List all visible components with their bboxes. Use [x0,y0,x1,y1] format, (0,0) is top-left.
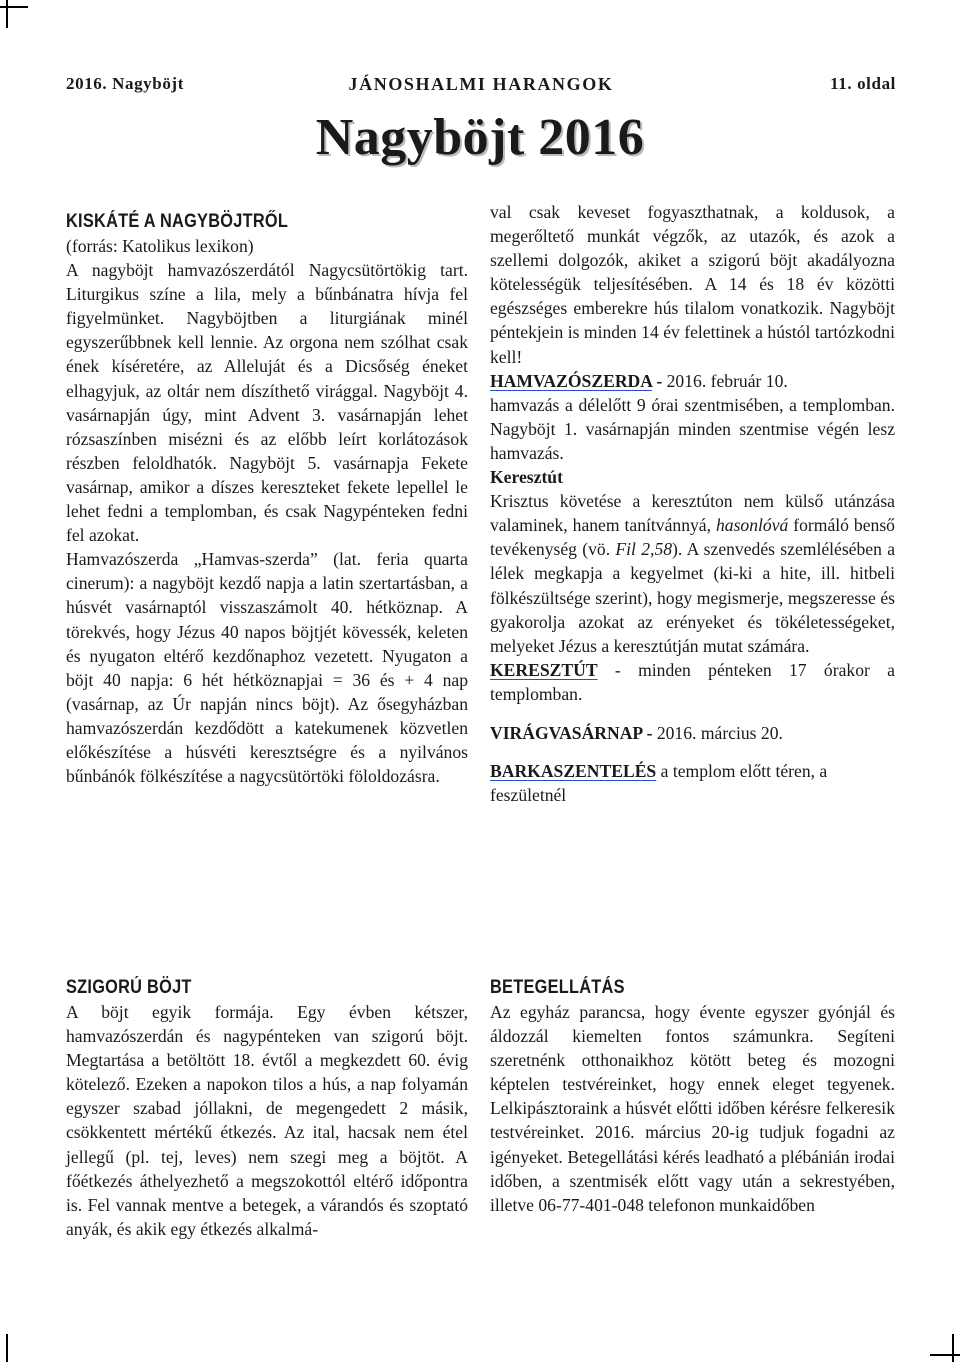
keresztut-reference: Fil 2,58 [615,539,673,560]
keresztut-text-c: formáló benső tevékenység (vö. [490,515,895,560]
keresztut-text-e: ). A szenvedés szemlélésében a lélek megkapja a kegyelmet (ki-ki a hite, ill. hitbeli fölkészültsége szerint), hogy megismerje, megszeresse és gyakorolja azokat az erényeket és tökéletességeket, melyeket Jézus a keresztútján mutat számára. [490,539,895,656]
palm-blessing-text: a templom előtt téren, a feszületnél [490,761,828,806]
kiskate-body: A nagyböjt hamvazószerdától Nagycsütörtökig tart. Liturgikus színe a lila, mely a bűnbánatra hívja fel figyelmünket. Nagyböjtben a liturgiának minél egyszerűbbnek kell lennie. Az orgona nem szólhat csak ének kíséretére, az Alleluját és a Dicsőség éneket elhagyjuk, az oltár nem díszíthető virággal. Nagyböjt 4. vasárnapján úgy, mint Advent 3. vasárnapján lehet rózsaszínben misézni és az előbb leírt korlátozások részben feloldhatók. Nagyböjt 5. vasárnapja Fekete vasárnap, amikor a díszes kereszteket fekete lepellel le lehet fedni a templomban, és csak Nagypénteken fedni fel azokat. [66,260,468,546]
crop-mark-bottom-left-v [6,1334,8,1362]
stations-of-cross-line [490,658,895,706]
palm-sunday-date: 2016. március 20. [652,722,783,743]
palm-blessing-label: BARKASZENTELÉS [490,761,657,782]
ash-wednesday-text: hamvazás a délelőtt 9 órai szentmisében, a templomban. Nagyböjt 1. vasárnapján minden szentmise végén lesz hamvazás. [490,394,895,463]
hamvazoszerda-body: Hamvazószerda „Hamvas-szerda” (lat. feria quarta cinerum): a nagyböjt kezdő napja a latin szertartásban, a húsvét vasárnaptól visszaszámolt 40. hétköznap. A törekvés, hogy Jézus 40 napos böjtjét kövessék, keleten és nyugaton eltérő kezdőnaphoz vezetett. Nyugaton a böjt 40 napja: 6 hét hétköznapjai = 36 és + 4 nap (vasárnap, az Úr napján nincs böjt). Az ősegyházban hamvazószerdán kezdődött a katekumenek közvetlen előkészítése a húsvéti keresztségre és a nyilvános bűnbánók fölkészítése a nagycsütörtöki föloldozásra. [66,549,468,787]
left-column-bottom [66,976,468,1241]
keresztut-text-a: Krisztus követése a keresztúton nem külső utánzása valaminek, hanem tanítvánnyá, [490,491,895,536]
kiskate-source: (forrás: Katolikus lexikon) [66,236,254,256]
sick-care-heading: BETEGELLÁTÁS [490,977,625,998]
strict-fast-heading: SZIGORÚ BÖJT [66,977,192,998]
running-header [66,74,896,98]
ash-wednesday-line [490,369,895,393]
ash-wednesday-label: HAMVAZÓSZERDA [490,370,652,391]
header-publication: JÁNOSHALMI HARANGOK [348,74,614,94]
keresztut-heading: Keresztút [490,467,563,488]
left-column-top [66,210,468,788]
right-column-top [490,200,895,807]
right-column-bottom [490,976,895,1217]
continuation-text: val csak keveset fogyaszthatnak, a koldusok, a megerőltető munkát végzők, az utazók, és azok a szellemi dolgozók, akiket a szigorú böjt akadályozna kötelességük teljesítésében. A 14 és 18 év közötti egészséges emberekre hús tilalom vonatkozik. Nagyböjt péntekjein is minden 14 év felettinek a hústól tartózkodni kell! [490,202,895,367]
ash-wednesday-sep: - [651,370,667,391]
page-title: Nagyböjt 2016 [315,109,645,166]
kiskate-heading: KISKÁTÉ A NAGYBÖJTRŐL [66,211,289,232]
keresztut-text [490,489,895,658]
header-issue: 2016. Nagyböjt [66,74,184,93]
crop-mark-top-left-h [0,6,28,8]
crop-mark-top-left-v [6,0,8,28]
strict-fast-body: A böjt egyik formája. Egy évben kétszer, hamvazószerdán és nagypénteken van szigorú böjt. Megtartása a betöltött 18. évtől a megkezdett 60. évig kötelező. Ezeken a napokon tilos a hús, a nap folyamán egyszer szabad jóllakni, de megengedett 2 másik, csökkentett mértékű étkezés. Az ital, hacsak nem étel jellegű (pl. tej, leves) nem szegi meg a böjtöt. A főétkezés áthelyezhető a megszokottól eltérő időpontra is. Fel vannak mentve a betegek, a várandós és szoptató anyák, és akik egy étkezés alkalmá- [66,1002,468,1239]
header-page-number: 11. oldal [830,74,896,93]
crop-mark-bottom-right-h [930,1354,960,1356]
ash-wednesday-date: 2016. február 10. [666,370,788,391]
stations-text: - minden pénteken 17 órakor a templomban. [490,659,895,704]
sick-care-body: Az egyház parancsa, hogy évente egyszer gyónjál és áldozzál kiemelten fontos számunkra. Segíteni szeretnénk otthonaikhoz kötött beteg és mozogni képtelen testvéreinket, hogy ennek eleget tegyenek. Lelkipásztoraink a húsvét előtti időben kérésre felkeresik testvéreinket. 2016. március 20-ig tudjuk fogadni az igényeket. Betegellátási kérés leadható a plébánián irodai időben, a szentmisék előtt vagy után a sekrestyében, illetve 06-77-401-048 telefonon munkaidőben [490,1002,895,1215]
palm-sunday-line [490,721,895,745]
keresztut-text-italic: hasonlóvá [715,515,789,536]
stations-label: KERESZTÚT [490,659,598,680]
palm-blessing-line [490,759,895,807]
crop-mark-bottom-right-v [952,1334,954,1362]
palm-sunday-label: VIRÁGVASÁRNAP - [490,722,653,743]
